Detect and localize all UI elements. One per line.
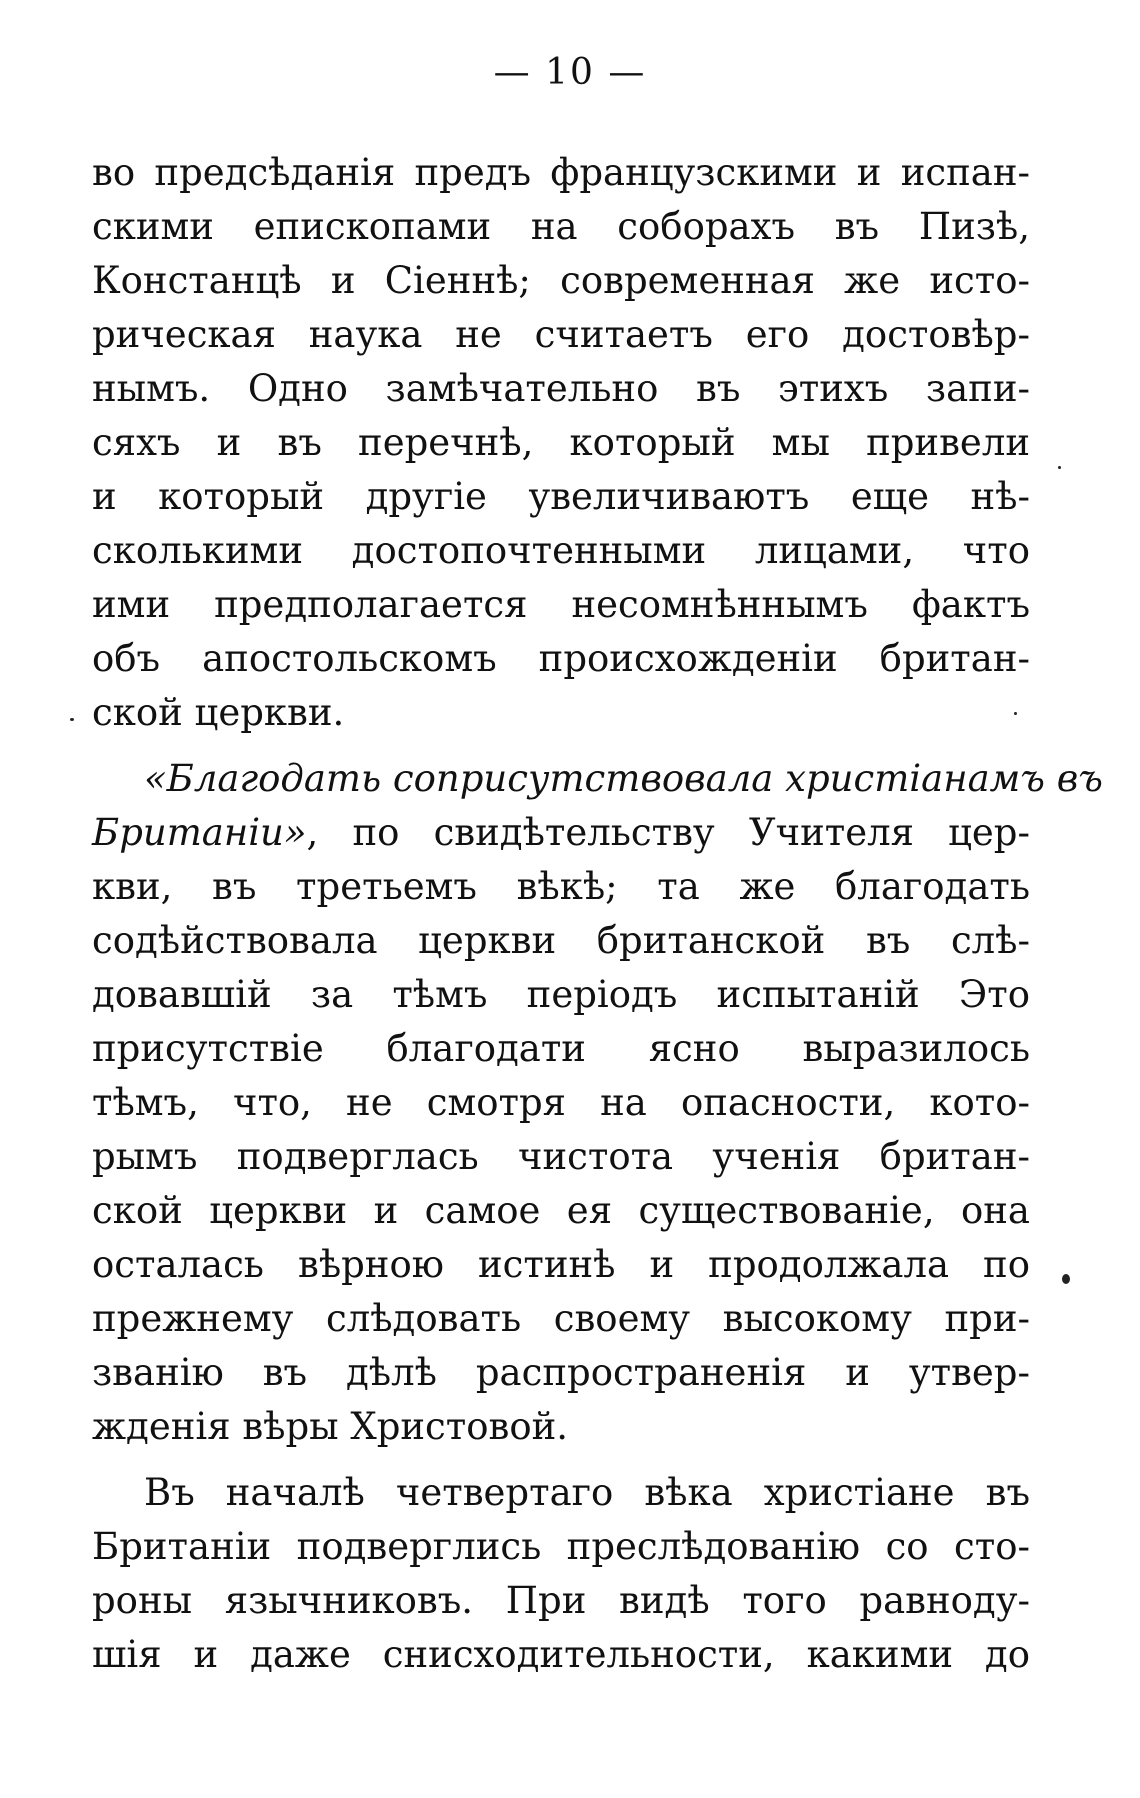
text-line: и который другіе увеличиваютъ еще нѣ- <box>92 475 1030 518</box>
text-line: тѣмъ, что, не смотря на опасности, кото- <box>92 1081 1030 1124</box>
text-line: рическая наука не считаетъ его достовѣр- <box>92 313 1030 356</box>
quote-text: Британіи» <box>92 811 307 854</box>
page-number: — 10 — <box>493 52 647 93</box>
text-line: ими предполагается несомнѣннымъ фактъ <box>92 583 1030 626</box>
text-line: кви, въ третьемъ вѣкѣ; та же благодать <box>92 865 1030 908</box>
paragraph-1 <box>92 146 1030 740</box>
text-line <box>92 806 1030 860</box>
text-line: званію въ дѣлѣ распространенія и утвер- <box>92 1351 1030 1394</box>
quote-text: «Благодать соприсутствовала христіанамъ въ <box>144 757 1103 800</box>
text-line: сколькими достопочтенными лицами, что <box>92 529 1030 572</box>
text-line: объ апостольскомъ происхожденіи британ- <box>92 637 1030 680</box>
text-line <box>92 752 1103 806</box>
ink-speck <box>70 718 74 721</box>
text-line: Констанцѣ и Сіеннѣ; современная же исто- <box>92 259 1030 302</box>
paragraph-2 <box>92 752 1103 1454</box>
paragraph-3 <box>92 1466 1030 1682</box>
text-line: рымъ подверглась чистота ученія британ- <box>92 1135 1030 1178</box>
text-line: довавшій за тѣмъ періодъ испытаній Это <box>92 973 1030 1016</box>
ink-speck <box>1062 1274 1070 1284</box>
text-line: осталась вѣрною истинѣ и продолжала по <box>92 1243 1030 1286</box>
text-line: Британіи подверглись преслѣдованію со сто- <box>92 1525 1030 1568</box>
text-line: роны язычниковъ. При видѣ того равноду- <box>92 1579 1030 1622</box>
text-line: ской церкви и самое ея существованіе, она <box>92 1189 1030 1232</box>
body-text <box>92 146 1103 1682</box>
text-line: нымъ. Одно замѣчательно въ этихъ запи- <box>92 367 1030 410</box>
text-line: во предсѣданія предъ французскими и испан- <box>92 151 1030 194</box>
text-line: ской церкви. <box>92 691 345 734</box>
text-line: Въ началѣ четвертаго вѣка христіане въ <box>144 1471 1030 1514</box>
ink-speck <box>1014 712 1017 715</box>
text-line: присутствіе благодати ясно выразилось <box>92 1027 1030 1070</box>
text-line: сяхъ и въ перечнѣ, который мы привели <box>92 421 1030 464</box>
text-line: содѣйствовала церкви британской въ слѣ- <box>92 919 1030 962</box>
text-line: шія и даже снисходительности, какими до <box>92 1633 1030 1676</box>
text-line: жденія вѣры Христовой. <box>92 1405 569 1448</box>
text-line: прежнему слѣдовать своему высокому при- <box>92 1297 1030 1340</box>
ink-speck <box>1058 466 1061 469</box>
text-line: скими епископами на соборахъ въ Пизѣ, <box>92 205 1030 248</box>
text-fragment: , по свидѣтельству Учителя цер- <box>306 811 1030 854</box>
